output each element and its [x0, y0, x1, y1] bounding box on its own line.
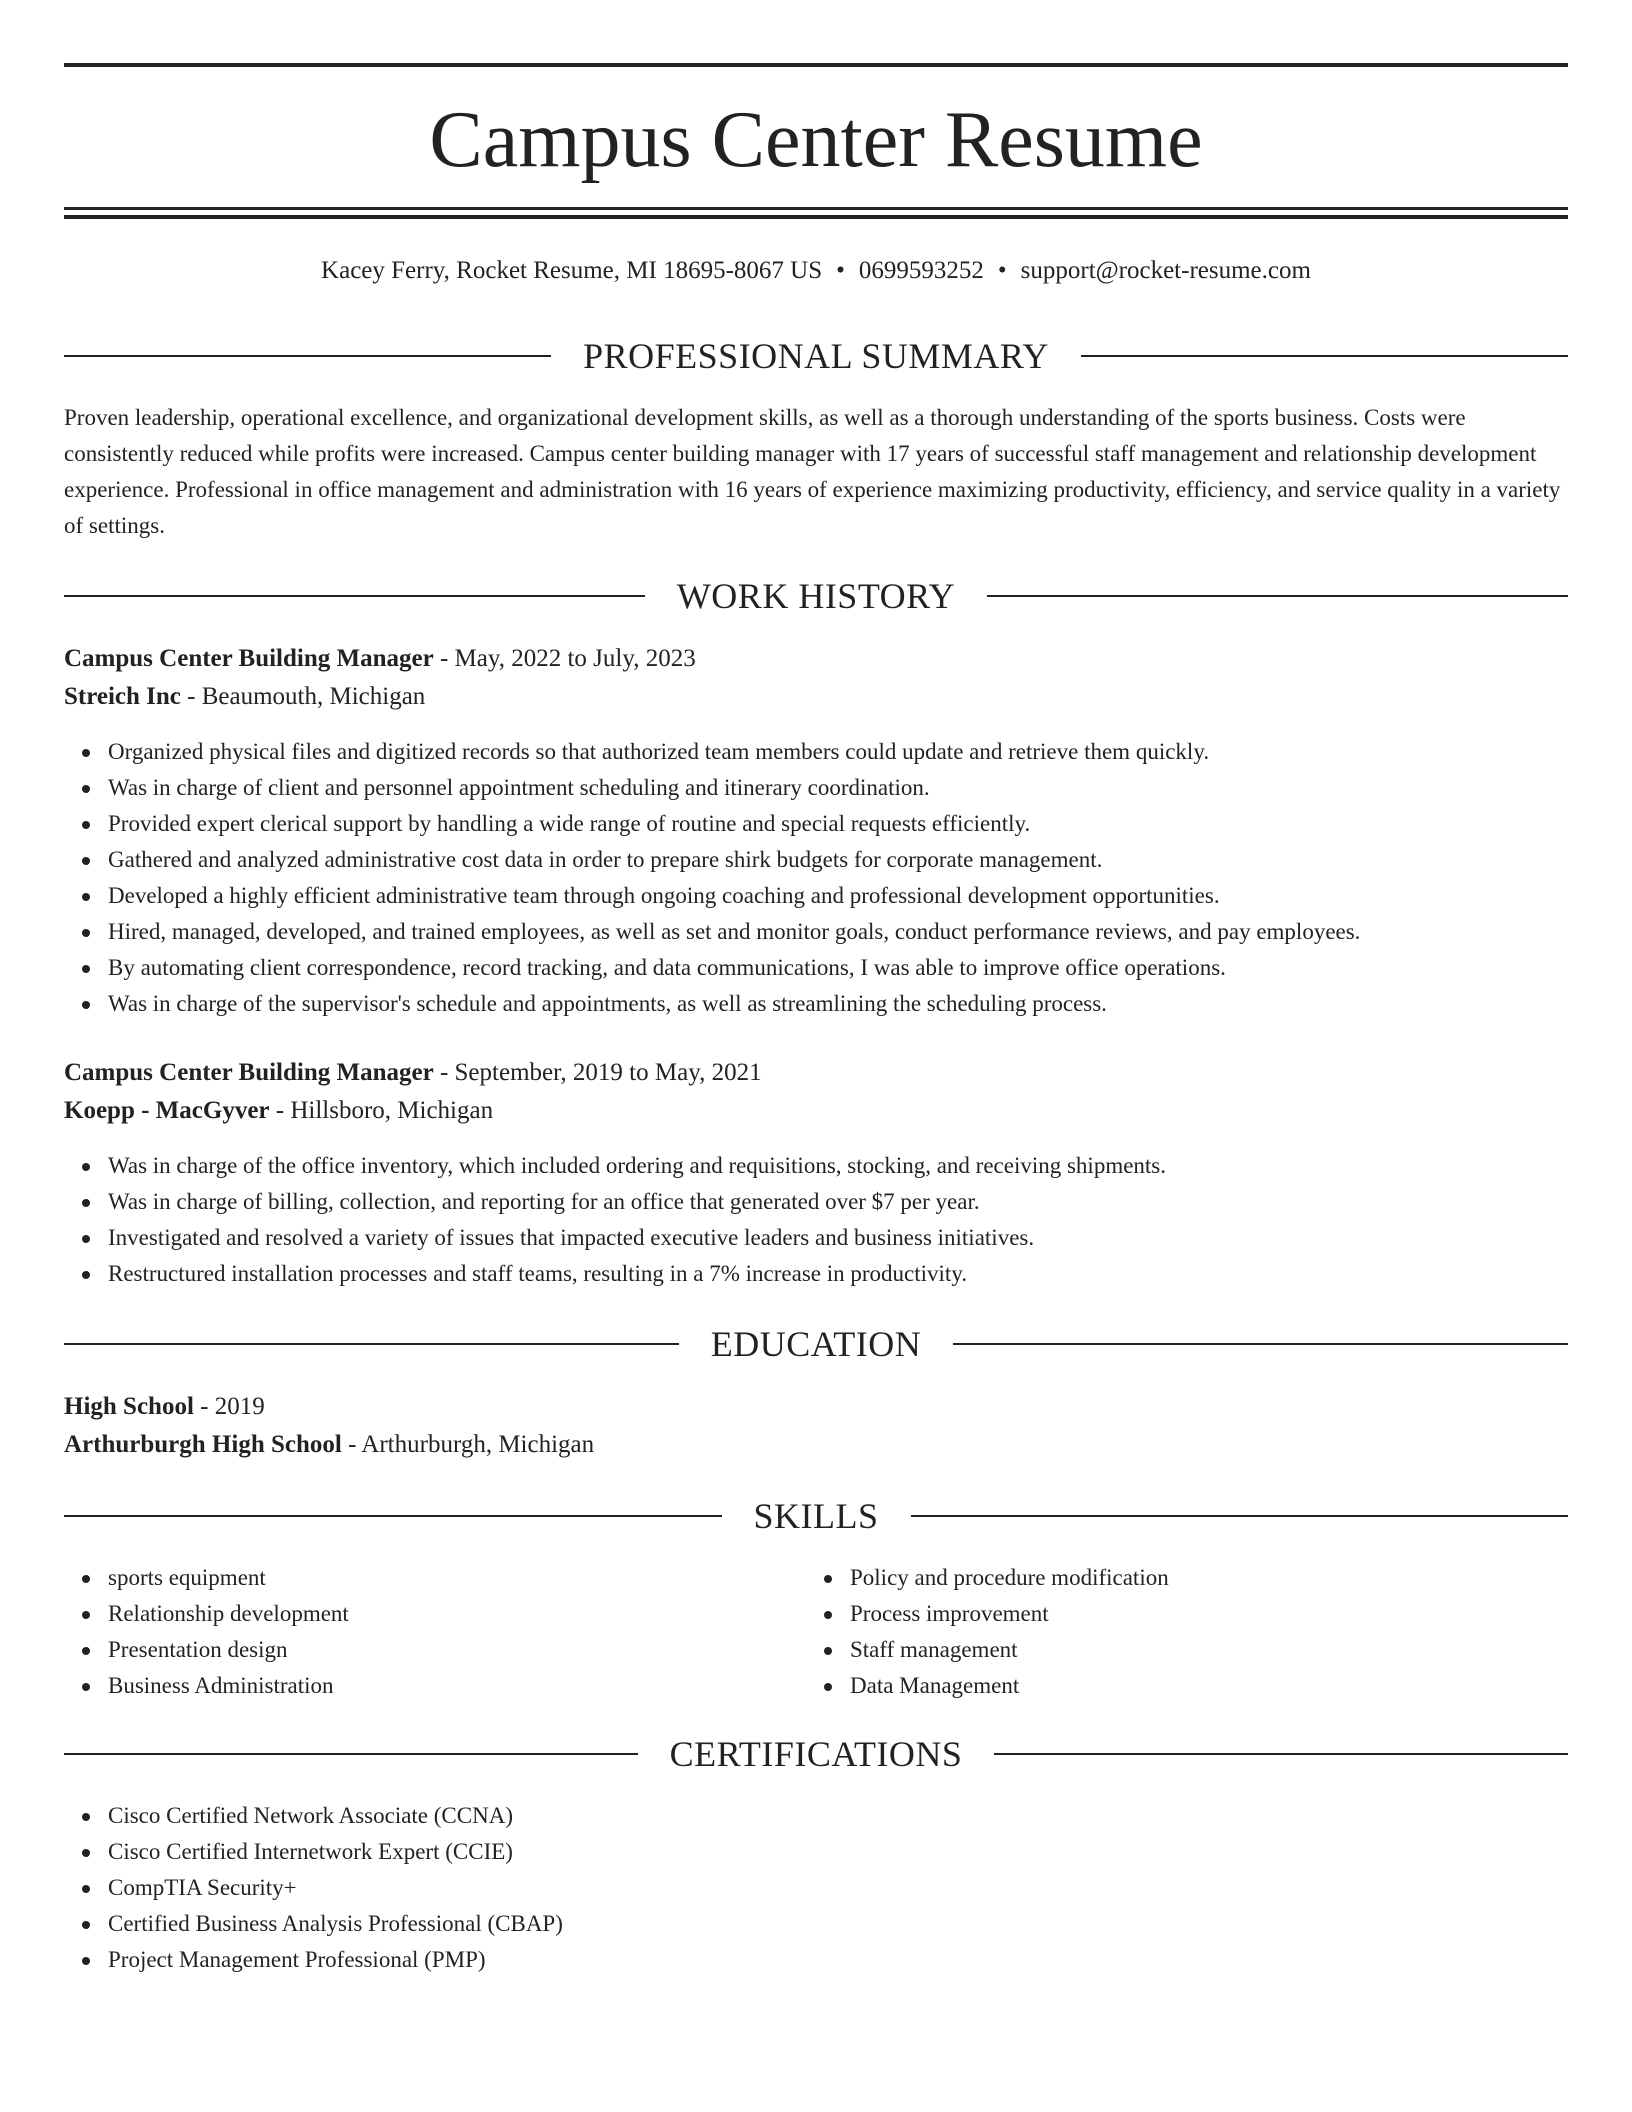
contact-separator: • [836, 257, 845, 284]
certifications-list [64, 1798, 1612, 1978]
education-year: - 2019 [193, 1393, 265, 1420]
job-company: Streich Inc [64, 683, 181, 710]
list-item: Restructured installation processes and staff teams, resulting in a 7% increase in productivity. [108, 1256, 1612, 1292]
section-heading-certifications [64, 1732, 1568, 1776]
skill-item: Data Management [850, 1668, 1632, 1704]
heading-rule [64, 1515, 722, 1517]
section-title: SKILLS [753, 1496, 879, 1536]
skill-item: Relationship development [108, 1596, 1612, 1632]
contact-email[interactable]: support@rocket-resume.com [1020, 257, 1311, 284]
education-location: - Arthurburgh, Michigan [341, 1431, 595, 1458]
education-school-line [64, 1426, 1568, 1464]
skill-item: Policy and procedure modification [850, 1560, 1632, 1596]
heading-rule [64, 1753, 638, 1755]
job-location: - Hillsboro, Michigan [269, 1097, 494, 1124]
top-rule [64, 63, 1568, 67]
section-heading-skills [64, 1494, 1568, 1538]
heading-rule [64, 355, 551, 357]
section-title: PROFESSIONAL SUMMARY [583, 336, 1049, 376]
job-title: Campus Center Building Manager [64, 645, 434, 672]
education-degree-line [64, 1388, 1568, 1426]
list-item: Was in charge of the supervisor's schedule and appointments, as well as streamlining the scheduling process. [108, 986, 1612, 1022]
list-item: Investigated and resolved a variety of issues that impacted executive leaders and business initiatives. [108, 1220, 1612, 1256]
list-item: Organized physical files and digitized records so that authorized team members could update and retrieve them quickly. [108, 734, 1612, 770]
contact-separator: • [997, 257, 1007, 284]
certification-item: Project Management Professional (PMP) [108, 1942, 1612, 1978]
title-rule-upper [64, 207, 1568, 210]
job-company-line [64, 1092, 1568, 1130]
job-title-line [64, 640, 1568, 678]
job-title: Campus Center Building Manager [64, 1059, 434, 1086]
summary-text: Proven leadership, operational excellence, and organizational development skills, as well as a thorough understanding of the sports business. Costs were consistently reduced while profits were increased. Campus center building manager with 17 years of successful staff management and relationship development experience. Professional in office management and administration with 16 years of experience maximizing productivity, efficiency, and service quality in a variety of settings. [64, 405, 1561, 538]
job-title-line [64, 1054, 1568, 1092]
heading-rule [953, 1343, 1568, 1345]
skill-item: Business Administration [108, 1668, 1612, 1704]
list-item: Developed a highly efficient administrative team through ongoing coaching and professional development opportunities. [108, 878, 1612, 914]
job-location: - Beaumouth, Michigan [180, 683, 426, 710]
certification-item: Cisco Certified Network Associate (CCNA) [108, 1798, 1612, 1834]
list-item: Gathered and analyzed administrative cost data in order to prepare shirk budgets for corporate management. [108, 842, 1612, 878]
list-item: By automating client correspondence, record tracking, and data communications, I was able to improve office operations. [108, 950, 1612, 986]
skill-item: Presentation design [108, 1632, 1612, 1668]
certification-item: Cisco Certified Internetwork Expert (CCIE) [108, 1834, 1612, 1870]
section-heading-summary [64, 334, 1568, 378]
contact-phone: 0699593252 [858, 257, 984, 284]
heading-rule [64, 1343, 679, 1345]
education-school: Arthurburgh High School [64, 1431, 342, 1458]
education-degree: High School [64, 1393, 194, 1420]
job-duties-list [64, 734, 1612, 1022]
contact-address: Kacey Ferry, Rocket Resume, MI 18695-8067 US [321, 257, 823, 284]
skill-item: Staff management [850, 1632, 1632, 1668]
skill-item: Process improvement [850, 1596, 1632, 1632]
resume-title: Campus Center Resume [429, 96, 1203, 184]
section-title: CERTIFICATIONS [669, 1734, 963, 1774]
section-title: EDUCATION [710, 1324, 922, 1364]
section-heading-education [64, 1322, 1568, 1366]
title-rule-lower [64, 215, 1568, 219]
section-heading-work [64, 574, 1568, 618]
heading-rule [911, 1515, 1569, 1517]
list-item: Was in charge of billing, collection, and reporting for an office that generated over $7 per year. [108, 1184, 1612, 1220]
heading-rule [1081, 355, 1568, 357]
list-item: Was in charge of client and personnel appointment scheduling and itinerary coordination. [108, 770, 1612, 806]
section-title: WORK HISTORY [676, 576, 956, 616]
heading-rule [994, 1753, 1568, 1755]
certification-item: CompTIA Security+ [108, 1870, 1612, 1906]
certification-item: Certified Business Analysis Professional (CBAP) [108, 1906, 1612, 1942]
job-company-line [64, 678, 1568, 716]
heading-rule [987, 595, 1568, 597]
job-duties-list [64, 1148, 1612, 1292]
contact-line [64, 254, 1568, 288]
skills-list-right [806, 1560, 1632, 1704]
job-dates: - September, 2019 to May, 2021 [433, 1059, 762, 1086]
job-dates: - May, 2022 to July, 2023 [433, 645, 696, 672]
job-company: Koepp - MacGyver [64, 1097, 270, 1124]
skill-item: sports equipment [108, 1560, 1612, 1596]
heading-rule [64, 595, 645, 597]
list-item: Hired, managed, developed, and trained employees, as well as set and monitor goals, conduct performance reviews, and pay employees. [108, 914, 1612, 950]
list-item: Was in charge of the office inventory, which included ordering and requisitions, stocking, and receiving shipments. [108, 1148, 1612, 1184]
list-item: Provided expert clerical support by handling a wide range of routine and special requests efficiently. [108, 806, 1612, 842]
